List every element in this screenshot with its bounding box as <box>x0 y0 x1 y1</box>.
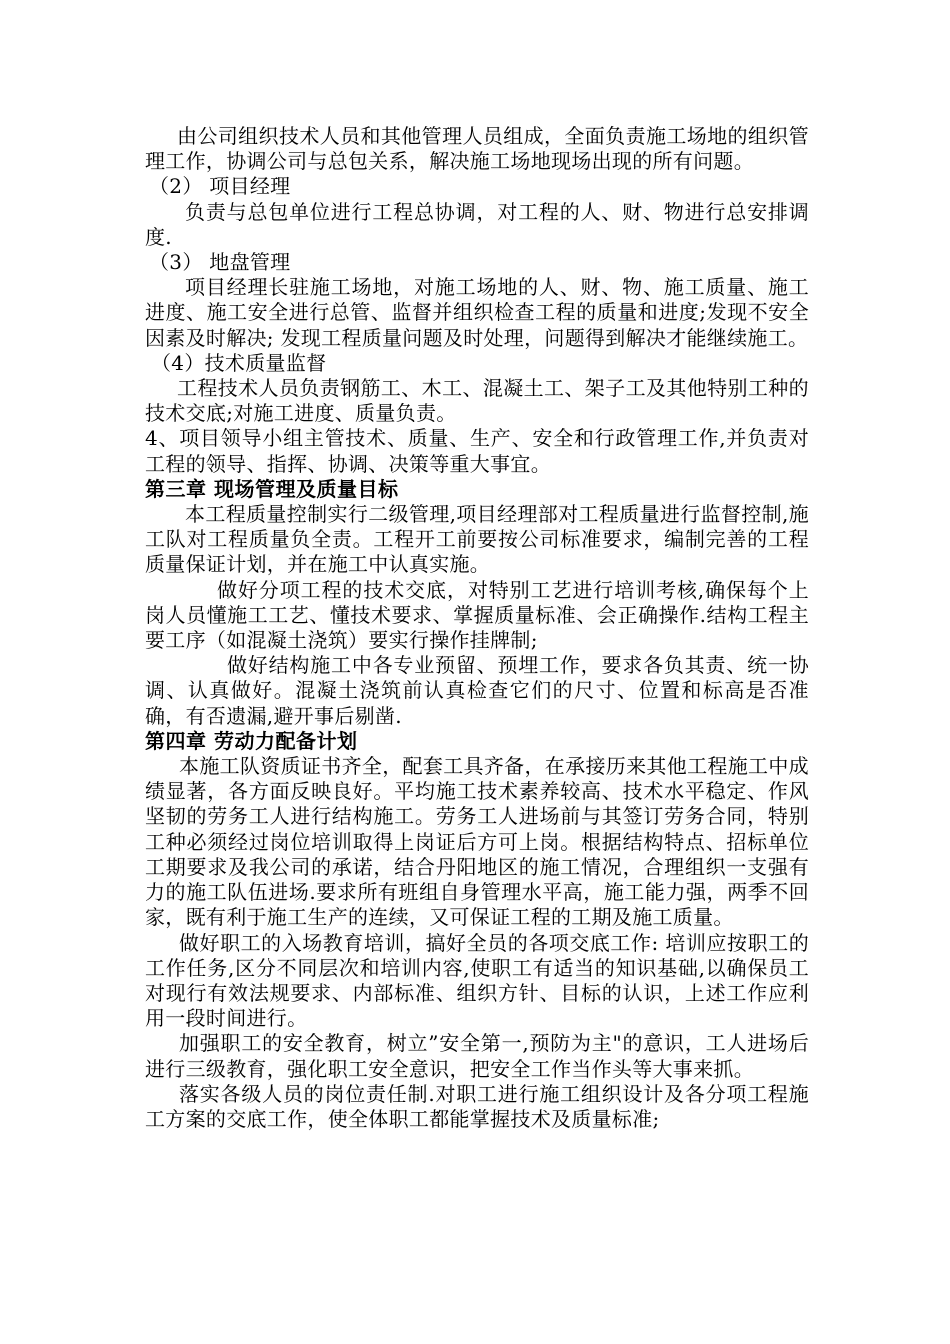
chapter-4-title: 第四章 劳动力配备计划 <box>145 728 358 753</box>
paragraph-tech-quality: 工程技术人员负责钢筋工、木工、混凝土工、架子工及其他特别工种的技术交底;对施工进度、质量负责。 <box>145 376 809 426</box>
paragraph-site-management: 项目经理长驻施工场地，对施工场地的人、财、物、施工质量、施工进度、施工安全进行总管、监督并组织检查工程的质量和进度;发现不安全因素及时解决; 发现工程质量问题及时处理，问题得到解决才能继续施工。 <box>145 275 809 350</box>
subheading-tech-quality: （4）技术质量监督 <box>151 350 327 375</box>
subheading-site-management: （3） 地盘管理 <box>149 250 291 275</box>
paragraph-safety-education: 加强职工的安全教育，树立”安全第一,预防为主"的意识，工人进场后进行三级教育，强化职工安全意识，把安全工作当作头等大事来抓。 <box>145 1031 809 1081</box>
paragraph-project-manager: 负责与总包单位进行工程总协调，对工程的人、财、物进行总安排调度. <box>145 199 809 249</box>
paragraph-embedded-works: 做好结构施工中各专业预留、预埋工作，要求各负其责、统一协调、认真做好。混凝土浇筑前认真检查它们的尺寸、位置和标高是否准确，有否遗漏,避开事后剔凿. <box>145 653 809 728</box>
chapter-3-title: 第三章 现场管理及质量目标 <box>145 476 399 501</box>
paragraph-responsibility: 落实各级人员的岗位责任制.对职工进行施工组织设计及各分项工程施工方案的交底工作，使全体职工都能掌握技术及质量标准; <box>145 1081 809 1131</box>
paragraph-training: 做好职工的入场教育培训，搞好全员的各项交底工作: 培训应按职工的工作任务,区分不同层次和培训内容,使职工有适当的知识基础,以确保员工对现行有效法规要求、内部标准、组织方针、目标的认识，上述工作应利用一段时间进行。 <box>145 930 809 1031</box>
paragraph-quality-control: 本工程质量控制实行二级管理,项目经理部对工程质量进行监督控制,施工队对工程质量负全责。工程开工前要按公司标准要求，编制完善的工程质量保证计划，并在施工中认真实施。 <box>145 502 809 577</box>
paragraph-technical-briefing: 做好分项工程的技术交底，对特别工艺进行培训考核,确保每个上岗人员懂施工工艺、懂技术要求、掌握质量标准、会正确操作.结构工程主要工序（如混凝土浇筑）要实行操作挂牌制; <box>145 577 809 653</box>
document-page <box>145 124 809 1132</box>
paragraph-leadership-group: 4、项目领导小组主管技术、质量、生产、安全和行政管理工作,并负责对工程的领导、指挥、协调、决策等重大事宜。 <box>145 426 809 476</box>
paragraph-labor-team: 本施工队资质证书齐全，配套工具齐备，在承接历来其他工程施工中成绩显著，各方面反映良好。平均施工技术素养较高、技术水平稳定、作风坚韧的劳务工人进行结构施工。劳务工人进场前与其签订劳务合同，特别工种必须经过岗位培训取得上岗证后方可上岗。根据结构特点、招标单位工期要求及我公司的承诺，结合丹阳地区的施工情况，合理组织一支强有力的施工队伍进场.要求所有班组自身管理水平高，施工能力强，两季不回家，既有利于施工生产的连续，又可保证工程的工期及施工质量。 <box>145 754 809 930</box>
subheading-project-manager: （2） 项目经理 <box>149 174 291 199</box>
paragraph-org-team: 由公司组织技术人员和其他管理人员组成，全面负责施工场地的组织管理工作，协调公司与总包关系，解决施工场地现场出现的所有问题。 <box>145 124 809 174</box>
